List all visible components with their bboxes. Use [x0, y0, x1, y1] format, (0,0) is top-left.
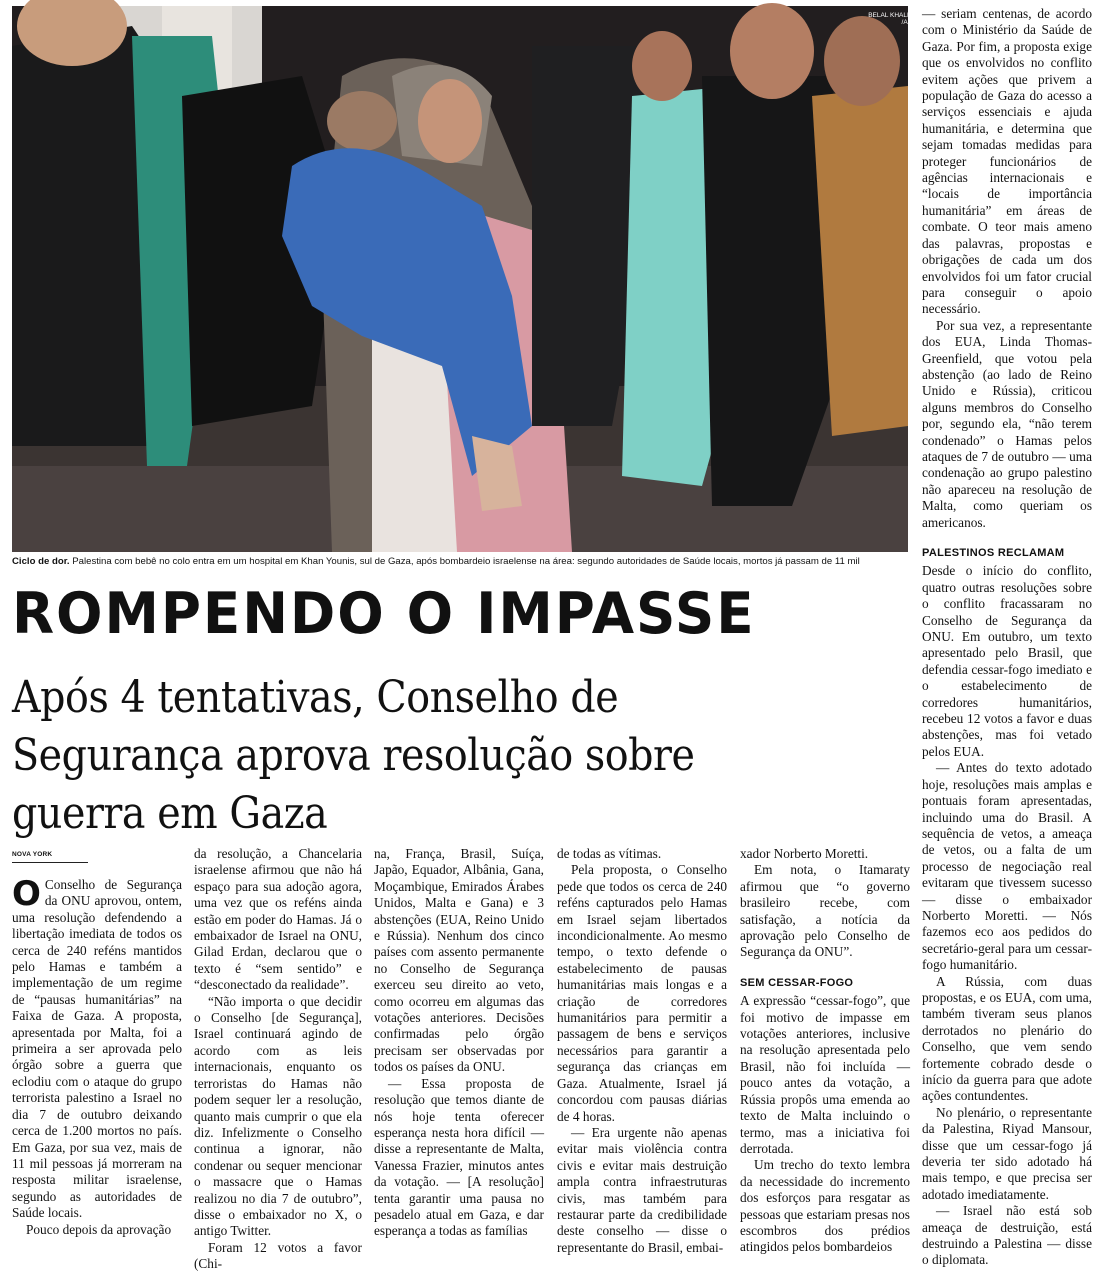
paragraph: — seriam centenas, de acordo com o Ministério da Saúde de Gaza. Por fim, a proposta exige que os envolvidos no conflito evitem ações que privem a população de Gaza do acesso a serviços essenciais e ajuda humanitária, e determina que sejam tomadas medidas para proteger funcionários de agências internacionais e “locais de importância humanitária” em áreas de combate. O teor mais ameno das palavras, propostas e obrigações de cada um dos envolvidos foi um fator crucial para conseguir o apoio necessário. [922, 6, 1092, 317]
paragraph: na, França, Brasil, Suíça, Japão, Equador, Albânia, Gana, Moçambique, Emirados Árabes Unidos, Malta e Gana) e 3 abstenções (EUA, Reino Unido e Rússia). Nenhum dos cinco países com assento permanente no Conselho de Segurança exerceu seu direito ao veto, como ocorreu em algumas das votações anteriores. Decisões confirmadas pelo órgão precisam ser observadas por todos os países da ONU. [374, 846, 544, 1075]
paragraph [12, 874, 182, 1222]
paragraph: Foram 12 votos a favor (Chi- [194, 1239, 362, 1272]
caption-lead: Ciclo de dor. [12, 556, 70, 567]
news-photo [12, 6, 916, 552]
paragraph: de todas as vítimas. [557, 846, 662, 861]
paragraph: xador Norberto Moretti. [740, 846, 869, 861]
photo-caption [12, 556, 912, 568]
article-column-4 [557, 846, 727, 1256]
photo-illustration [12, 6, 908, 552]
kicker-title: ROMPENDO O IMPASSE [12, 581, 756, 647]
paragraph: A expressão “cessar-fogo”, que foi motivo de impasse em votações anteriores, inclusive na resolução apresentada pelo Brasil, não foi incluída — pouco antes da votação, a Rússia propôs uma emenda ao texto de Malta incluindo o termo, mas a iniciativa foi derrotada. [740, 993, 910, 1156]
paragraph-text: Conselho de Segurança da ONU aprovou, ontem, uma resolução defendendo a libertação imediata de todos os cerca de 240 reféns mantidos pelo Hamas e também a implementação de um regime de “pausas humanitárias” na Faixa de Gaza. A proposta, apresentada por Malta, foi a primeira a ser aprovada pelo órgão sobre a guerra que eclodiu com o ataque do grupo terrorista palestino a Israel no dia 7 de outubro deixando cerca de 1.200 mortos no país. Em Gaza, por sua vez, mais de 11 mil pessoas já morreram na resposta militar israelense, segundo as autoridades de Saúde locais. [12, 877, 182, 1221]
photo-credit: BELAL KHALED /AFP [868, 12, 916, 26]
subhead: SEM CESSAR-FOGO [740, 976, 854, 989]
paragraph: Pela proposta, o Conselho pede que todos os cerca de 240 reféns capturados pelo Hamas em Israel sejam libertados incondicionalmente. Ao mesmo tempo, o texto defende o estabelecimento de pausas humanitárias mais longas e a criação de corredores humanitários para permitir a passagem de bens e serviços necessários para garantir a segurança das crianças em Gaza. Atualmente, Israel já concordou com pausas diárias de 4 horas. [557, 862, 727, 1124]
dateline-rule [12, 862, 88, 863]
paragraph: Desde o início do conflito, quatro outras resoluções sobre o conflito fracassaram no Conselho de Segurança da ONU. Em outubro, um texto apresentado pelo Brasil, que defendia cessar-fogo imediato e o estabelecimento de corredores humanitários, recebeu 12 votos a favor e duas abstenções, mas foi vetado pelos EUA. [922, 563, 1092, 759]
article-column-5 [740, 846, 910, 1256]
paragraph: — Israel não está sob ameaça de destruição, está destruindo a Palestina — disse o diplomata. [922, 1203, 1092, 1268]
headline: Após 4 tentativas, Conselho de Segurança aprova resolução sobre guerra em Gaza [12, 672, 695, 839]
article-column-2 [194, 846, 362, 1273]
paragraph: da resolução, a Chancelaria israelense afirmou que não há espaço para sua adoção agora, uma vez que os reféns ainda estão em poder do Hamas. Já o embaixador de Israel na ONU, Gilad Erdan, declarou que o texto é “sem sentido” e “desconectado da realidade”. [194, 846, 362, 993]
paragraph: — Era urgente não apenas evitar mais violência contra civis e evitar mais destruição ampla contra infraestruturas civis, mas também para restaurar parte da credibilidade deste conselho — disse o representante do Brasil, embai- [557, 1124, 727, 1255]
dateline: NOVA YORK [12, 851, 53, 858]
subhead: PALESTINOS RECLAMAM [922, 547, 1065, 559]
article-column-3 [374, 846, 544, 1240]
caption-text: Palestina com bebê no colo entra em um hospital em Khan Younis, sul de Gaza, após bombardeio israelense na área: segundo autoridades de Saúde locais, mortos já passam de 11 mil [69, 556, 860, 567]
paragraph: “Não importa o que decidir o Conselho [de Segurança], Israel continuará agindo de acordo com as leis internacionais, enquanto os terroristas do Hamas não podem sequer ler a resolução, quanto mais cumprir o que ela diz. Infelizmente o Conselho continua a ignorar, não condenar ou sequer mencionar o massacre que o Hamas realizou no dia 7 de outubro”, disse o embaixador no X, o antigo Twitter. [194, 993, 362, 1239]
paragraph: — Antes do texto adotado hoje, resoluções mais amplas e pontuais foram apresentadas, incluindo uma do Brasil. A sequência de vetos, a ameaça de vetos, ou a falta de um processo de negociação real evitaram que tivessem sucesso — disse o embaixador Norberto Moretti. — Nós fazemos eco aos pedidos do secretário-geral para um cessar-fogo humanitário. [922, 760, 1092, 973]
paragraph: — Essa proposta de resolução que temos diante de nós hoje tenta oferecer esperança nesta hora difícil — disse a representante de Malta, Vanessa Frazier, minutos antes da votação. — [A resolução] tenta garantir uma pausa no pesadelo atual em Gaza, e dar esperança a todas as famílias [374, 1075, 544, 1239]
drop-cap: O [12, 874, 41, 914]
paragraph: A Rússia, com duas propostas, e os EUA, com uma, também tiveram seus planos derrotados no plenário do Conselho, que vem sendo fortemente cobrado desde o início da guerra para que adote ações contundentes. [922, 973, 1092, 1104]
article-column-6 [922, 6, 1092, 1269]
paragraph: Em nota, o Itamaraty afirmou que “o governo brasileiro recebe, com satisfação, a notícia da aprovação pelo Conselho de Segurança da ONU”. [740, 862, 910, 960]
paragraph: Pouco depois da aprovação [26, 1221, 172, 1237]
article-column-1 [12, 874, 182, 1238]
paragraph: Um trecho do texto lembra da necessidade do incremento dos esforços para resgatar as pessoas que estariam presas nos escombros dos prédios atingidos pelos bombardeios [740, 1157, 910, 1255]
paragraph: No plenário, o representante da Palestina, Riyad Mansour, disse que um cessar-fogo já deveria ter sido adotado há mais tempo, e que precisa ser adotado imediatamente. [922, 1104, 1092, 1202]
paragraph: Por sua vez, a representante dos EUA, Linda Thomas-Greenfield, que votou pela abstenção (ao lado de Reino Unido e Rússia), criticou alguns membros do Conselho por, segundo ela, “não terem condenado” o Hamas pelos ataques de 7 de outubro — uma condenação ao grupo palestino não apareceu na resolução de Malta, como queriam os americanos. [922, 317, 1092, 530]
